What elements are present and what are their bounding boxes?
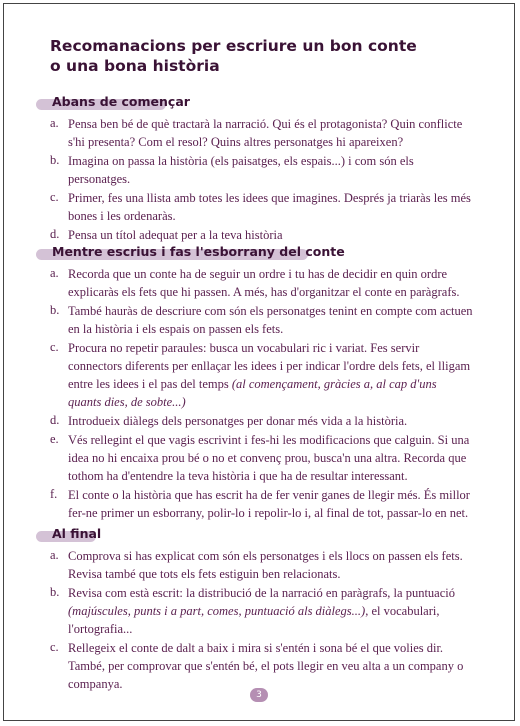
item-marker: d.	[50, 413, 60, 427]
heading-text: Abans de començar	[52, 94, 190, 109]
item-marker: d.	[50, 227, 60, 241]
item-text: Introdueix diàlegs dels personatges per donar més vida a la història.	[68, 414, 408, 428]
list-item	[0, 639, 473, 693]
page-number: 3	[250, 688, 268, 702]
list-item	[0, 189, 473, 225]
list-item	[0, 339, 473, 411]
item-text-plain: Procura no repetir paraules: busca un vocabulari ric i variat. Fes servir connectors diferents per enllaçar les idees i per indicar l'ordre dels fets, el lligam entre les idees i el pas del temps	[68, 341, 471, 391]
title-line-1: Recomanacions per escriure un bon conte	[50, 37, 417, 55]
item-text: Comprova si has explicat com són els personatges i els llocs on passen els fets. Revisa també que tots els fets estiguin ben relacionats.	[68, 549, 463, 581]
item-marker: c.	[50, 640, 59, 654]
section-heading	[36, 526, 520, 544]
item-marker: a.	[50, 116, 59, 130]
page-title	[50, 36, 470, 76]
item-text	[68, 341, 470, 409]
section-while-writing	[0, 244, 520, 523]
list-item	[0, 302, 473, 338]
list-item	[0, 152, 473, 188]
title-line-2: o una bona història	[50, 57, 220, 75]
item-text: Pensa un títol adequat per a la teva història	[68, 228, 283, 242]
item-text: Primer, fes una llista amb totes les idees que imagines. Després ja triaràs les més bones i les ordenaràs.	[68, 191, 471, 223]
list-item	[0, 431, 473, 485]
item-text-italic: (majúscules, punts i a part, comes, puntuació als diàlegs...)	[68, 604, 366, 618]
item-marker: e.	[50, 432, 59, 446]
list-item	[0, 547, 473, 583]
item-marker: c.	[50, 340, 59, 354]
item-text-italic: (al començament, gràcies a, al cap d'uns quants dies, de sobte...)	[68, 377, 437, 409]
list-item	[0, 486, 473, 522]
section-heading	[36, 244, 520, 262]
item-text: Rellegeix el conte de dalt a baix i mira si s'entén i sona bé el que volies dir. També, per comprovar que s'entén bé, el pots llegir en veu alta a un company o companya.	[68, 641, 464, 691]
heading-text: Mentre escrius i fas l'esborrany del conte	[52, 244, 345, 259]
item-marker: c.	[50, 190, 59, 204]
item-marker: b.	[50, 153, 60, 167]
item-marker: b.	[50, 303, 60, 317]
item-text: Vés rellegint el que vagis escrivint i fes-hi les modificacions que calguin. Si una idea no hi encaixa prou bé o no et convenç prou, busca'n una altra. Recorda que tothom ha d'entendre la teva història i que ha de resultar interessant.	[68, 433, 470, 483]
item-marker: a.	[50, 266, 59, 280]
item-marker: f.	[50, 487, 58, 501]
list-item	[0, 115, 473, 151]
item-marker: b.	[50, 585, 60, 599]
list-item	[0, 412, 473, 430]
heading-text: Al final	[52, 526, 102, 541]
list-item	[0, 584, 473, 638]
item-text: Recorda que un conte ha de seguir un ordre i tu has de decidir en quin ordre explicaràs els fets que hi passen. A més, has d'organitzar el conte en paràgrafs.	[68, 267, 460, 299]
item-text: Pensa ben bé de què tractarà la narració. Qui és el protagonista? Quin conflicte s'hi presenta? Com el resol? Quins altres personatges hi apareixen?	[68, 117, 463, 149]
list-item	[0, 226, 473, 244]
section-heading	[36, 94, 520, 112]
item-text: També hauràs de descriure com són els personatges tenint en compte com actuen en la història i els espais on passen els fets.	[68, 304, 473, 336]
item-text: El conte o la història que has escrit ha de fer venir ganes de llegir més. És millor fer-ne primer un esborrany, polir-lo i repolir-lo i, al final de tot, passar-lo en net.	[68, 488, 470, 520]
item-text-after: , el vocabulari, l'ortografia...	[68, 604, 440, 636]
item-text	[68, 586, 455, 636]
list-item	[0, 265, 473, 301]
item-text-plain: Revisa com està escrit: la distribució de la narració en paràgrafs, la puntuació	[68, 586, 455, 600]
section-at-the-end	[0, 526, 520, 694]
item-text: Imagina on passa la història (els paisatges, els espais...) i com són els personatges.	[68, 154, 414, 186]
item-marker: a.	[50, 548, 59, 562]
section-before-starting	[0, 94, 520, 245]
